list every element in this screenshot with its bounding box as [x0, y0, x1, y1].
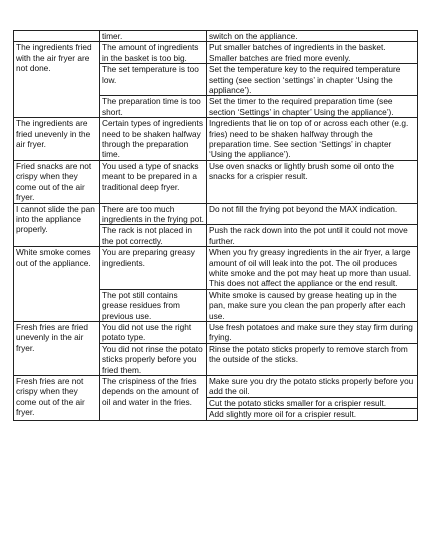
problem-cell: Fried snacks are not crispy when they come out of the air fryer. — [14, 160, 100, 203]
cause-cell: The rack is not placed in the pot correctly. — [100, 225, 207, 247]
problem-cell: Fresh fries are fried unevenly in the air fryer. — [14, 321, 100, 375]
cause-cell: timer. — [100, 31, 207, 42]
problem-cell — [14, 31, 100, 42]
solution-cell: White smoke is caused by grease heating up in the pan, make sure you clean the pan properly after each use. — [207, 289, 418, 321]
table-row — [14, 376, 418, 398]
cause-cell: The amount of ingredients in the basket is too big. — [100, 42, 207, 64]
problem-cell: Fresh fries are not crispy when they come out of the air fryer. — [14, 376, 100, 421]
solution-cell: Ingredients that lie on top of or across each other (e.g. fries) need to be shaken halfway through the preparation time. See section ‘Settings’ in chapter ‘Using the appliance’). — [207, 118, 418, 161]
table-row — [14, 203, 418, 225]
cause-cell: Certain types of ingredients need to be shaken halfway through the preparation time. — [100, 118, 207, 161]
problem-cell: White smoke comes out of the appliance. — [14, 247, 100, 322]
table-row — [14, 160, 418, 203]
solution-cell: Put smaller batches of ingredients in the basket. Smaller batches are fried more evenly. — [207, 42, 418, 64]
solution-cell: Cut the potato sticks smaller for a crispier result. — [207, 397, 418, 408]
solution-cell: Do not fill the frying pot beyond the MAX indication. — [207, 203, 418, 225]
solution-cell: Rinse the potato sticks properly to remove starch from the outside of the sticks. — [207, 343, 418, 375]
solution-cell: Set the temperature key to the required temperature setting (see section ‘settings’ in chapter ‘Using the appliance’). — [207, 64, 418, 96]
solution-cell: Add slightly more oil for a crispier result. — [207, 409, 418, 420]
table-body — [14, 31, 418, 421]
cause-cell: You used a type of snacks meant to be prepared in a traditional deep fryer. — [100, 160, 207, 203]
solution-cell: When you fry greasy ingredients in the air fryer, a large amount of oil will leak into the pot. The oil produces white smoke and the pot may heat up more than usual. This does not affect the appliance or the end result. — [207, 247, 418, 290]
cause-cell: The preparation time is too short. — [100, 96, 207, 118]
solution-cell: Make sure you dry the potato sticks properly before you add the oil. — [207, 376, 418, 398]
table-row — [14, 247, 418, 290]
table-row — [14, 118, 418, 161]
cause-cell: You did not rinse the potato sticks properly before you fried them. — [100, 343, 207, 375]
table-row — [14, 321, 418, 343]
solution-cell: Use fresh potatoes and make sure they stay firm during frying. — [207, 321, 418, 343]
cause-cell: The crispiness of the fries depends on the amount of oil and water in the fries. — [100, 376, 207, 421]
solution-cell: Push the rack down into the pot until it could not move further. — [207, 225, 418, 247]
cause-cell: The set temperature is too low. — [100, 64, 207, 96]
cause-cell: You did not use the right potato type. — [100, 321, 207, 343]
troubleshooting-table — [13, 30, 418, 421]
cause-cell: You are preparing greasy ingredients. — [100, 247, 207, 290]
solution-cell: Set the timer to the required preparation time (see section ‘Settings’ in chapter’ Using the appliance’). — [207, 96, 418, 118]
solution-cell: Use oven snacks or lightly brush some oil onto the snacks for a crispier result. — [207, 160, 418, 203]
table-row — [14, 42, 418, 64]
cause-cell: There are too much ingredients in the frying pot. — [100, 203, 207, 225]
cause-cell: The pot still contains grease residues from previous use. — [100, 289, 207, 321]
table-row — [14, 31, 418, 42]
problem-cell: I cannot slide the pan into the appliance properly. — [14, 203, 100, 247]
solution-cell: switch on the appliance. — [207, 31, 418, 42]
problem-cell: The ingredients are fried unevenly in the air fryer. — [14, 118, 100, 161]
problem-cell: The ingredients fried with the air fryer are not done. — [14, 42, 100, 118]
